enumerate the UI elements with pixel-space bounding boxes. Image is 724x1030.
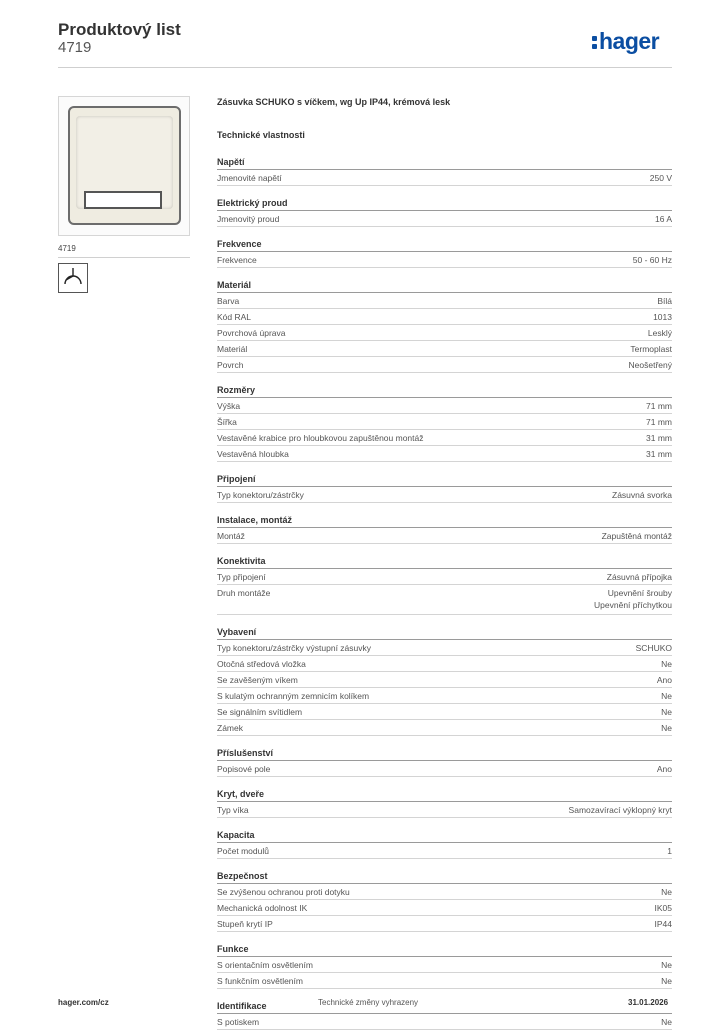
spec-row (217, 252, 672, 268)
group-spacer (217, 268, 672, 278)
spec-value-line: Ne (661, 960, 672, 970)
spec-label: Jmenovitý proud (217, 214, 280, 224)
spec-row (217, 430, 672, 446)
group-spacer (217, 503, 672, 513)
spec-label: Typ konektoru/zástrčky (217, 490, 304, 500)
spec-value (661, 722, 672, 734)
spec-group-title: Konektivita (217, 554, 672, 569)
spec-label: S potiskem (217, 1017, 260, 1027)
spec-value-line: Zapuštěná montáž (601, 531, 672, 541)
spec-row (217, 640, 672, 656)
spec-value (661, 658, 672, 670)
spec-value-line: 71 mm (646, 417, 672, 427)
product-image (58, 96, 190, 236)
spec-value (602, 530, 672, 542)
spec-label: Se zavěšeným víkem (217, 675, 298, 685)
spec-value-line: SCHUKO (635, 643, 672, 653)
spec-value-line: 50 - 60 Hz (632, 255, 672, 265)
spec-label: Materiál (217, 344, 248, 354)
spec-row (217, 309, 672, 325)
spec-label: Počet modulů (217, 846, 269, 856)
spec-value (661, 706, 672, 718)
spec-list (217, 155, 672, 1030)
spec-group-title: Vybavení (217, 625, 672, 640)
spec-value (612, 489, 672, 501)
spec-value (661, 690, 672, 702)
spec-row (217, 341, 672, 357)
spec-row (217, 916, 672, 932)
spec-row (217, 398, 672, 414)
spec-value-line: 250 V (649, 173, 672, 183)
spec-value-line: Upevnění šrouby (607, 588, 672, 598)
spec-group-title: Frekvence (217, 237, 672, 252)
spec-label: S kulatým ochranným zemnicím kolíkem (217, 691, 370, 701)
spec-row (217, 900, 672, 916)
group-spacer (217, 462, 672, 472)
spec-row (217, 211, 672, 227)
spec-label: S orientačním osvětlením (217, 960, 313, 970)
spec-row (217, 884, 672, 900)
spec-value (653, 311, 672, 323)
spec-row (217, 585, 672, 615)
spec-row (217, 843, 672, 859)
spec-row (217, 293, 672, 309)
spec-row (217, 487, 672, 503)
spec-value-line: Ne (661, 707, 672, 717)
spec-value-line: Zásuvná přípojka (606, 572, 672, 582)
spec-value-line: IK05 (654, 903, 672, 913)
image-caption: 4719 (58, 244, 76, 253)
group-spacer (217, 615, 672, 625)
socket-plate-illustration (68, 106, 181, 225)
spec-group-title: Funkce (217, 942, 672, 957)
spec-value-line: Ne (661, 723, 672, 733)
spec-value-line: Termoplast (630, 344, 672, 354)
spec-label: Barva (217, 296, 240, 306)
spec-group-title: Identifikace (217, 999, 672, 1014)
logo-dots-icon (592, 33, 597, 52)
spec-value (661, 1016, 672, 1028)
spec-label: S funkčním osvětlením (217, 976, 303, 986)
group-spacer (217, 227, 672, 237)
spec-row (217, 720, 672, 736)
hager-logo (592, 28, 659, 55)
spec-value-line: 1013 (653, 312, 672, 322)
spec-group-title: Rozměry (217, 383, 672, 398)
spec-label: Šířka (217, 417, 237, 427)
spec-value (661, 959, 672, 971)
page-title: Produktový list (58, 20, 181, 39)
spec-label: Druh montáže (217, 588, 271, 598)
spec-value (636, 642, 672, 654)
spec-group-title: Napětí (217, 155, 672, 170)
spec-row (217, 569, 672, 585)
spec-label: Mechanická odolnost IK (217, 903, 308, 913)
spec-value (633, 254, 672, 266)
spec-label: Typ víka (217, 805, 249, 815)
spec-value (657, 295, 672, 307)
spec-value-line: Zásuvná svorka (612, 490, 672, 500)
spec-row (217, 170, 672, 186)
spec-value (569, 804, 672, 816)
product-number: 4719 (58, 39, 92, 56)
footer-website[interactable]: hager.com/cz (58, 998, 109, 1007)
spec-value-line: 1 (667, 846, 672, 856)
spec-group-title: Bezpečnost (217, 869, 672, 884)
spec-value-line: Ano (656, 675, 672, 685)
spec-value-line: Upevnění příchytkou (594, 600, 672, 610)
product-name: Zásuvka SCHUKO s víčkem, wg Up IP44, krémová lesk (217, 97, 451, 107)
spec-label: Se zvýšenou ochranou proti dotyku (217, 887, 350, 897)
spec-value (661, 886, 672, 898)
spec-label: Povrch (217, 360, 244, 370)
spec-value-line: Lesklý (647, 328, 672, 338)
group-spacer (217, 932, 672, 942)
spec-label: Stupeň krytí IP (217, 919, 273, 929)
logo-text: hager (599, 28, 660, 54)
spec-label: Vestavěné krabice pro hloubkovou zapuštěnou montáž (217, 433, 424, 443)
spec-label: Se signálním svítidlem (217, 707, 303, 717)
section-title: Technické vlastnosti (217, 130, 305, 140)
spec-value-line: 71 mm (646, 401, 672, 411)
spec-label: Zámek (217, 723, 243, 733)
spec-row (217, 802, 672, 818)
spec-value (646, 432, 672, 444)
group-spacer (217, 818, 672, 828)
spec-row (217, 325, 672, 341)
spec-row (217, 1014, 672, 1030)
spec-group-title: Připojení (217, 472, 672, 487)
spec-row (217, 528, 672, 544)
spec-group-title: Kryt, dveře (217, 787, 672, 802)
spec-value-line: 16 A (654, 214, 672, 224)
spec-label: Kód RAL (217, 312, 252, 322)
spec-row (217, 957, 672, 973)
spec-value (657, 674, 672, 686)
spec-label: Typ připojení (217, 572, 266, 582)
group-spacer (217, 777, 672, 787)
spec-value (667, 845, 672, 857)
spec-value (657, 763, 672, 775)
spec-value (655, 902, 673, 914)
spec-row (217, 672, 672, 688)
group-spacer (217, 186, 672, 196)
spec-row (217, 446, 672, 462)
spec-value (646, 448, 672, 460)
spec-row (217, 656, 672, 672)
spec-value (661, 975, 672, 987)
spec-label: Výška (217, 401, 241, 411)
group-spacer (217, 736, 672, 746)
spec-group-title: Příslušenství (217, 746, 672, 761)
group-spacer (217, 859, 672, 869)
spec-label: Typ konektoru/zástrčky výstupní zásuvky (217, 643, 372, 653)
spec-value (646, 416, 672, 428)
spec-value (655, 213, 672, 225)
spec-row (217, 704, 672, 720)
spec-value-line: Ne (661, 1017, 672, 1027)
spec-value-line: Neošetřený (628, 360, 672, 370)
spec-value (648, 327, 672, 339)
spec-value-line: IP44 (654, 919, 672, 929)
spec-row (217, 357, 672, 373)
spec-value (594, 587, 672, 611)
label-window (84, 191, 162, 209)
footer-disclaimer: Technické změny vyhrazeny (318, 998, 419, 1007)
spec-value (655, 918, 673, 930)
spec-group-title: Kapacita (217, 828, 672, 843)
spec-value (646, 400, 672, 412)
spec-value-line: Ne (661, 659, 672, 669)
footer-date: 31.01.2026 (628, 998, 669, 1007)
spec-value-line: Ne (661, 691, 672, 701)
spec-value-line: Ne (661, 887, 672, 897)
spec-value-line: 31 mm (646, 433, 672, 443)
spec-value-line: Ano (656, 764, 672, 774)
spec-value (650, 172, 672, 184)
spec-value (630, 343, 672, 355)
group-spacer (217, 544, 672, 554)
spec-value-line: Ne (661, 976, 672, 986)
spec-row (217, 414, 672, 430)
spec-label: Montáž (217, 531, 245, 541)
spec-value-line: Samozavírací výklopný kryt (568, 805, 672, 815)
spec-value-line: 31 mm (646, 449, 672, 459)
group-spacer (217, 989, 672, 999)
spec-value-line: Bílá (657, 296, 672, 306)
spec-row (217, 688, 672, 704)
spec-group-title: Materiál (217, 278, 672, 293)
spec-row (217, 973, 672, 989)
spec-group-title: Elektrický proud (217, 196, 672, 211)
spec-label: Jmenovité napětí (217, 173, 282, 183)
spec-value (607, 571, 672, 583)
spec-row (217, 761, 672, 777)
spec-label: Povrchová úprava (217, 328, 286, 338)
spec-label: Vestavěná hloubka (217, 449, 289, 459)
left-divider (58, 257, 190, 258)
group-spacer (217, 373, 672, 383)
spec-label: Frekvence (217, 255, 257, 265)
spec-label: Popisové pole (217, 764, 271, 774)
header-divider (58, 67, 672, 68)
spec-value (629, 359, 672, 371)
spec-group-title: Instalace, montáž (217, 513, 672, 528)
socket-symbol-icon (58, 263, 88, 293)
spec-label: Otočná středová vložka (217, 659, 306, 669)
